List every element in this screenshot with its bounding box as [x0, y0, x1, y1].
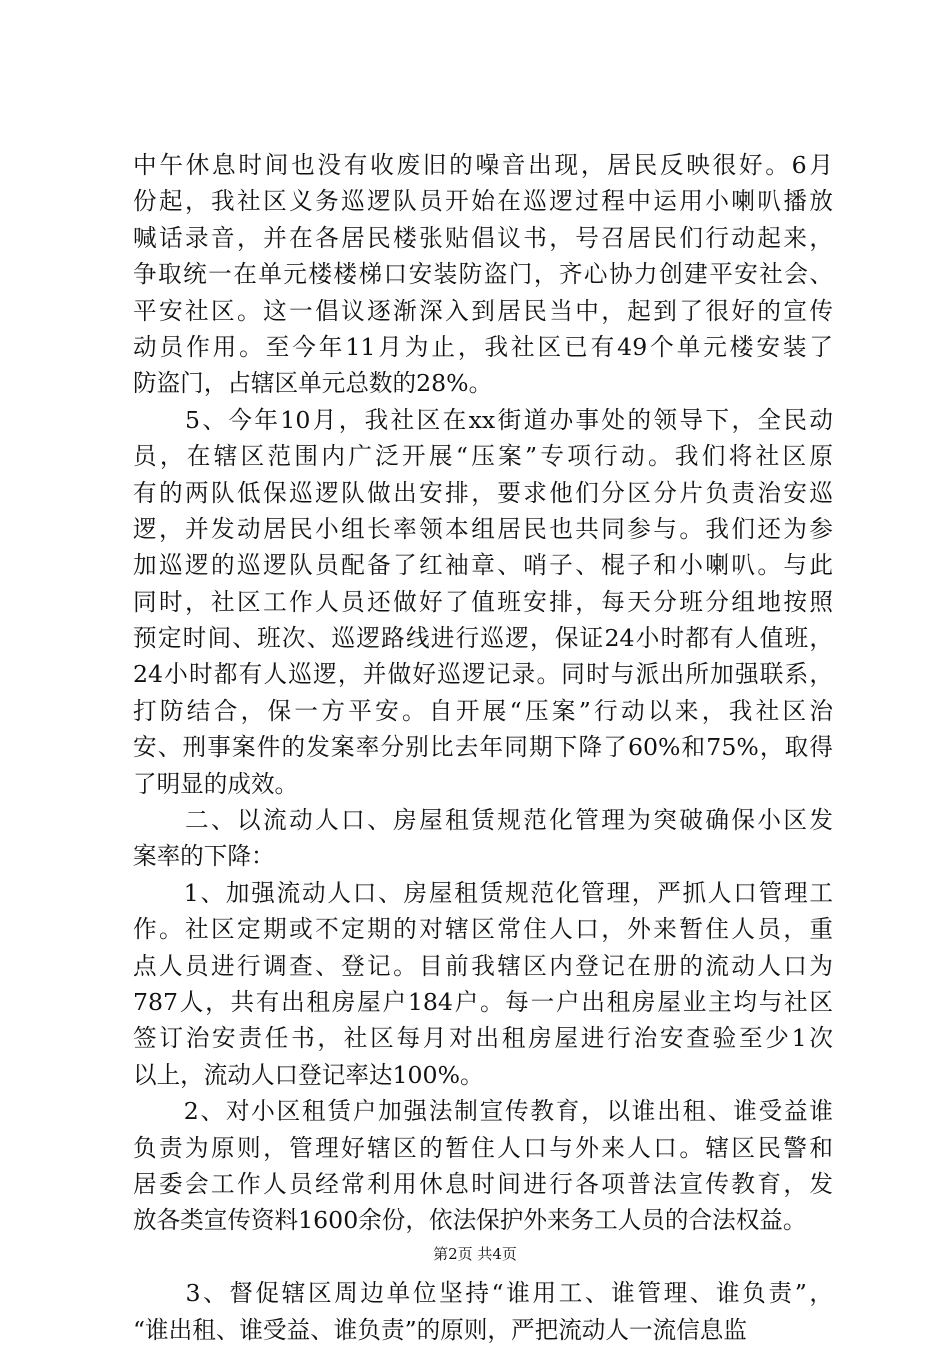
- text-line: 24小时都有人巡逻，并做好巡逻记录。同时与派出所加强联系，: [133, 660, 833, 689]
- text-line: 防盗门，占辖区单元总数的28%。: [133, 369, 493, 398]
- text-line: 动员作用。至今年11月为止，我社区已有49个单元楼安装了: [133, 332, 833, 361]
- page-number: 第2页 共4页: [433, 1245, 517, 1263]
- text-line: 二、以流动人口、房屋租赁规范化管理为突破确保小区发: [133, 806, 833, 835]
- text-line: 加巡逻的巡逻队员配备了红袖章、哨子、棍子和小喇叭。与此: [133, 551, 833, 580]
- text-line: 2、对小区租赁户加强法制宣传教育，以谁出租、谁受益谁: [133, 1097, 833, 1126]
- text-line: 中午休息时间也没有收废旧的噪音出现，居民反映很好。6月: [133, 151, 833, 179]
- text-line: 作。社区定期或不定期的对辖区常住人口，外来暂住人员，重: [133, 915, 833, 944]
- text-line: 负责为原则，管理好辖区的暂住人口与外来人口。辖区民警和: [133, 1133, 833, 1162]
- text-line: 争取统一在单元楼楼梯口安装防盗门，齐心协力创建平安社会、: [133, 260, 833, 289]
- text-line: 放各类宣传资料1600余份，依法保护外来务工人员的合法权益。: [133, 1206, 807, 1235]
- text-line: 案率的下降：: [133, 842, 275, 871]
- page-footer: [0, 1244, 950, 1264]
- text-line: 逻，并发动居民小组长率领本组居民也共同参与。我们还为参: [133, 514, 833, 543]
- text-line: 1、加强流动人口、房屋租赁规范化管理，严抓人口管理工: [133, 878, 833, 907]
- text-line: 安、刑事案件的发案率分别比去年同期下降了60%和75%，取得: [133, 733, 833, 762]
- text-line: 居委会工作人员经常利用休息时间进行各项普法宣传教育，发: [133, 1169, 833, 1198]
- text-line: 签订治安责任书，社区每月对出租房屋进行治安查验至少1次: [133, 1024, 833, 1053]
- text-line: 同时，社区工作人员还做好了值班安排，每天分班分组地按照: [133, 587, 833, 616]
- text-line: “谁出租、谁受益、谁负责”的原则，严把流动人一流信息监: [133, 1315, 747, 1344]
- text-line: 预定时间、班次、巡逻路线进行巡逻，保证24小时都有人值班，: [133, 624, 833, 653]
- text-line: 喊话录音，并在各居民楼张贴倡议书，号召居民们行动起来，: [133, 223, 833, 252]
- text-line: 员，在辖区范围内广泛开展“压案”专项行动。我们将社区原: [133, 442, 833, 471]
- text-line: 打防结合，保一方平安。自开展“压案”行动以来，我社区治: [133, 696, 833, 725]
- text-line: 点人员进行调查、登记。目前我辖区内登记在册的流动人口为: [133, 951, 833, 980]
- text-line: 以上，流动人口登记率达100%。: [133, 1060, 484, 1089]
- text-line: 787人，共有出租房屋户184户。每一户出租房屋业主均与社区: [133, 987, 833, 1016]
- text-line: 了明显的成效。: [133, 769, 299, 798]
- text-line: 平安社区。这一倡议逐渐深入到居民当中，起到了很好的宣传: [133, 296, 833, 325]
- document-body: [133, 147, 833, 1348]
- text-line: 3、督促辖区周边单位坚持“谁用工、谁管理、谁负责”，: [133, 1279, 833, 1308]
- text-line: 5、今年10月，我社区在xx街道办事处的领导下，全民动: [133, 405, 833, 434]
- text-line: 份起，我社区义务巡逻队员开始在巡逻过程中运用小喇叭播放: [133, 187, 833, 216]
- text-line: 有的两队低保巡逻队做出安排，要求他们分区分片负责治安巡: [133, 478, 833, 507]
